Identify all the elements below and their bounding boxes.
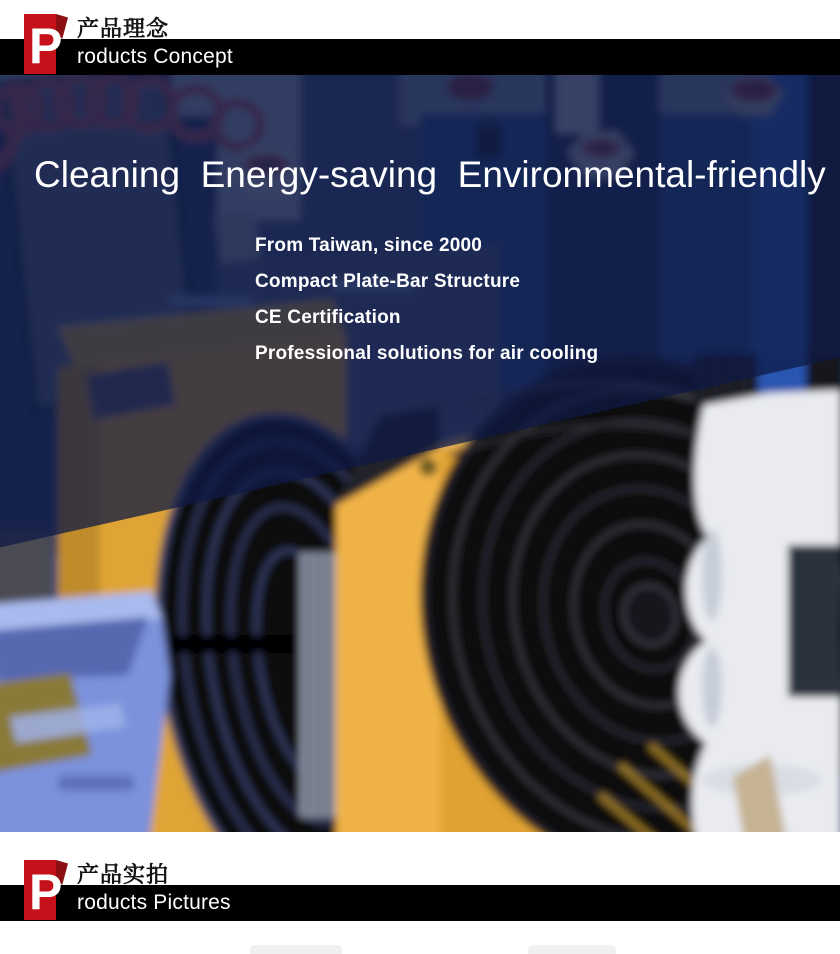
logo-p-badge [24,14,63,74]
header-title-zh: 产品理念 [77,16,170,41]
banner-feature-item: From Taiwan, since 2000 [255,235,483,256]
banner-feature-list [255,228,598,372]
logo-letter: P [29,864,63,920]
banner-feature-item: CE Certification [255,307,401,328]
products-pictures-header [0,846,840,926]
banner-headline: Cleaning Energy-saving Environmental-friendly [34,154,826,195]
banner-feature-item: Professional solutions for air cooling [255,343,599,364]
next-section-image-hint [528,945,616,954]
next-section-image-hint [250,945,342,954]
logo-p-badge [24,860,63,920]
header-title-en: roducts Pictures [77,891,231,914]
banner-feature-item: Compact Plate-Bar Structure [255,271,521,292]
header-title-en: roducts Concept [77,45,233,68]
header-title-zh: 产品实拍 [77,862,170,887]
products-concept-header [0,0,840,80]
product-banner-photo [0,75,840,832]
logo-letter: P [29,18,63,74]
blue-parts-bin [0,591,170,832]
